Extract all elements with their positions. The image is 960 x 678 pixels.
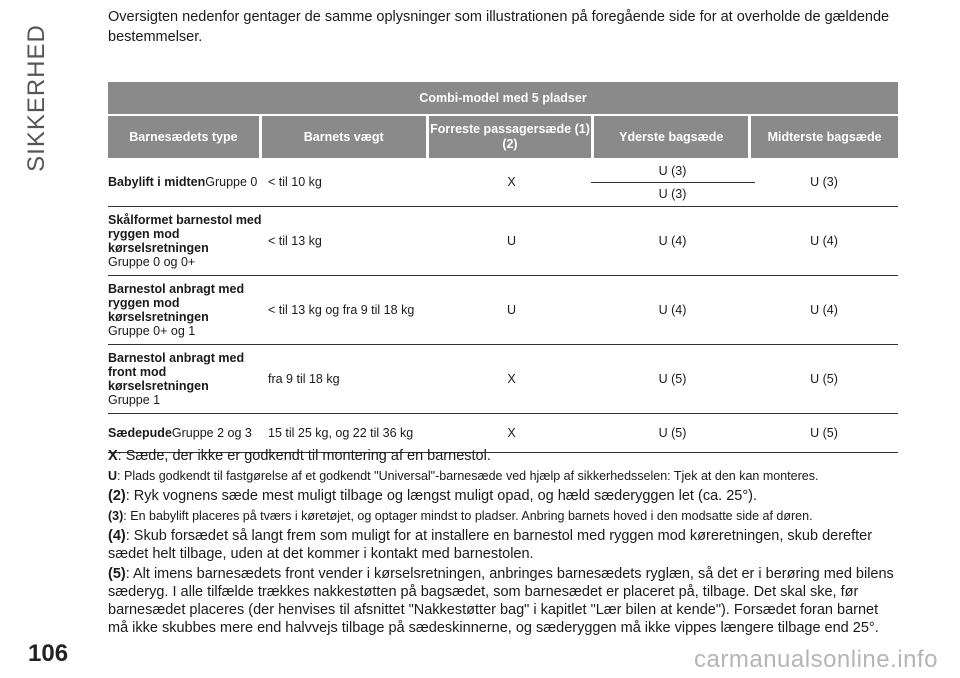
- footnote-text: : Sæde, der ikke er godkendt til montering af en barnestol.: [117, 448, 491, 464]
- cell-front: U: [506, 303, 517, 317]
- footnote-5: [108, 565, 898, 637]
- seat-type-group: Gruppe 2 og 3: [171, 426, 252, 440]
- intro-paragraph: Oversigten nedenfor gentager de samme oplysninger som illustrationen på foregående side for at overholde de gældende bestemmelser.: [108, 9, 890, 45]
- cell-weight: < til 13 kg: [268, 234, 322, 248]
- section-side-label-text: SIKKERHED: [23, 24, 50, 172]
- seat-type-group: Gruppe 0: [205, 175, 258, 189]
- footnote-4: [108, 527, 898, 563]
- cell-outer: U (5): [658, 426, 687, 440]
- cell-outer: [595, 158, 750, 206]
- page-number: 106: [28, 640, 69, 667]
- seat-type-name: Babylift i midten: [108, 175, 206, 189]
- table-row: [108, 207, 898, 276]
- seat-type-name: Sædepude: [108, 426, 172, 440]
- footnote-key: (4): [108, 528, 126, 544]
- cell-middle: U (5): [810, 372, 838, 386]
- footnote-text: : Plads godkendt til fastgørelse af et godkendt "Universal"-barnesæde ved hjælp af sikkerhedsselen: Tjek at den kan monteres.: [117, 469, 819, 483]
- footnotes: [108, 447, 898, 639]
- header-outer-rear: Yderste bagsæde: [594, 116, 748, 158]
- footnote-text: : En babylift placeres på tværs i køretøjet, og optager mindst to pladser. Anbring barnets hoved i den modsatte side af døren.: [123, 509, 813, 523]
- footnote-text: : Skub forsædet så langt frem som muligt for at installere en barnestol med ryggen mod køreretningen, skub derefter sædet helt tilbage, uden at det kommer i kontakt med barnestolen.: [108, 528, 873, 562]
- cell-middle: U (4): [810, 303, 838, 317]
- watermark: carmanualsonline.info: [694, 646, 938, 673]
- cell-seat-type: [108, 207, 263, 275]
- cell-seat-type: [108, 345, 263, 413]
- table-row: [108, 158, 898, 207]
- outer-top-value: U (3): [658, 163, 687, 178]
- cell-weight: < til 10 kg: [268, 175, 322, 189]
- outer-bottom-value: U (3): [658, 186, 687, 201]
- cell-front: X: [507, 426, 516, 440]
- footnote-text: : Ryk vognens sæde mest muligt tilbage og længst muligt opad, og hæld sæderyggen let (ca. 25°).: [125, 488, 757, 504]
- cell-weight: 15 til 25 kg, og 22 til 36 kg: [268, 426, 414, 440]
- table-caption: Combi-model med 5 pladser: [108, 82, 898, 114]
- cell-seat-type: [108, 158, 263, 206]
- footnote-key: X: [108, 448, 118, 464]
- footnote-key: (5): [108, 566, 126, 582]
- seat-type-name: Skålformet barnestol med ryggen mod kørselsretningen: [108, 213, 262, 255]
- header-child-weight: Barnets vægt: [262, 116, 426, 158]
- cell-middle: U (5): [810, 426, 838, 440]
- section-side-label: [12, 24, 62, 172]
- cell-middle: U (3): [810, 175, 838, 189]
- footnote-key: U: [108, 469, 118, 483]
- table-row: [108, 276, 898, 345]
- table-row: [108, 345, 898, 414]
- seat-type-name: Barnestol anbragt med ryggen mod kørselsretningen: [108, 282, 245, 324]
- footnote-x: [108, 447, 898, 465]
- table-header-row: [108, 116, 898, 158]
- cell-front: U: [506, 234, 517, 248]
- cell-front: X: [507, 372, 516, 386]
- seat-type-name: Barnestol anbragt med front mod kørselsretningen: [108, 351, 245, 393]
- footnote-key: (2): [108, 488, 126, 504]
- footnote-u: [108, 467, 898, 485]
- header-middle-rear: Midterste bagsæde: [751, 116, 898, 158]
- header-front-passenger: Forreste passagersæde (1) (2): [429, 116, 592, 158]
- cell-seat-type: [108, 276, 263, 344]
- footnote-key: (3): [108, 509, 124, 523]
- cell-outer: U (4): [658, 234, 687, 248]
- cell-outer: U (4): [658, 303, 687, 317]
- cell-outer: U (5): [658, 372, 687, 386]
- cell-front: X: [507, 175, 516, 189]
- seat-type-group: Gruppe 0+ og 1: [108, 324, 196, 338]
- footnote-text: : Alt imens barnesædets front vender i kørselsretningen, anbringes barnesædets ryglæn, så det er i berøring med bilens sæderyg. I alle tilfælde trækkes nakkestøtten på bagsædet, som barnesædet er placeret på, tilbage. Det skal ske, før barnesædet placeres (der henvises til afsnittet "Nakkestøtter bag" i kapitlet "Lær bilen at kende"). Forsædet foran barnet må ikke skubbes mere end halvvejs tilbage på sædeskinnerne, og sæderyggen må ikke vippes længere tilbage end 25°.: [108, 566, 894, 636]
- cell-weight: fra 9 til 18 kg: [268, 372, 340, 386]
- seat-type-group: Gruppe 1: [108, 393, 161, 407]
- seat-type-group: Gruppe 0 og 0+: [108, 255, 196, 269]
- cell-weight: < til 13 kg og fra 9 til 18 kg: [268, 303, 415, 317]
- header-seat-type: Barnesædets type: [108, 116, 259, 158]
- footnote-2: [108, 487, 898, 505]
- child-seat-table: [108, 82, 898, 453]
- footnote-3: [108, 507, 898, 525]
- cell-middle: U (4): [810, 234, 838, 248]
